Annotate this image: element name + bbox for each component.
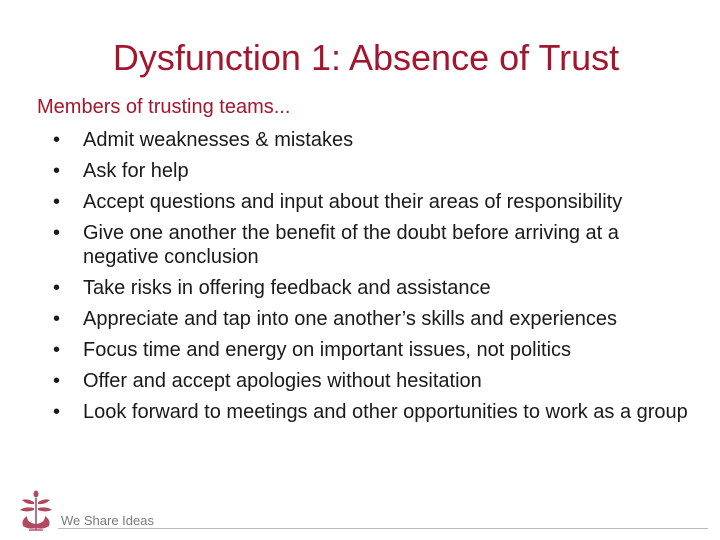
intro-text: Members of trusting teams...	[37, 96, 291, 118]
bullet-list	[53, 128, 703, 431]
bullet-icon: •	[53, 191, 61, 213]
bullet-text: Look forward to meetings and other opportunities to work as a group	[83, 401, 688, 423]
bullet-text: Give one another the benefit of the doubt before arriving at a negative conclusion	[83, 222, 619, 268]
bullet-text: Admit weaknesses & mistakes	[83, 129, 354, 151]
laurel-emblem-icon	[15, 490, 57, 534]
slide-title: Dysfunction 1: Absence of Trust	[112, 37, 620, 78]
list-item	[53, 128, 703, 152]
bullet-icon: •	[53, 308, 61, 330]
bullet-text: Take risks in offering feedback and assistance	[83, 277, 491, 299]
bullet-icon: •	[53, 277, 61, 299]
bullet-icon: •	[53, 129, 61, 151]
bullet-icon: •	[53, 160, 61, 182]
list-item	[53, 190, 703, 214]
bullet-text: Ask for help	[83, 160, 189, 182]
bullet-text: Accept questions and input about their areas of responsibility	[83, 191, 623, 213]
bullet-icon: •	[53, 222, 61, 244]
list-item	[53, 338, 703, 362]
bullet-icon: •	[53, 370, 61, 392]
list-item	[53, 307, 703, 331]
list-item	[53, 159, 703, 183]
bullet-text: Appreciate and tap into one another’s skills and experiences	[83, 308, 618, 330]
list-item	[53, 400, 703, 424]
footer-tagline: We Share Ideas	[61, 513, 154, 528]
list-item	[53, 369, 703, 393]
bullet-icon: •	[53, 339, 61, 361]
bullet-icon: •	[53, 401, 61, 423]
footer-divider	[58, 528, 708, 529]
list-item	[53, 221, 703, 269]
list-item	[53, 276, 703, 300]
bullet-text: Focus time and energy on important issues, not politics	[83, 339, 572, 361]
bullet-text: Offer and accept apologies without hesitation	[83, 370, 482, 392]
